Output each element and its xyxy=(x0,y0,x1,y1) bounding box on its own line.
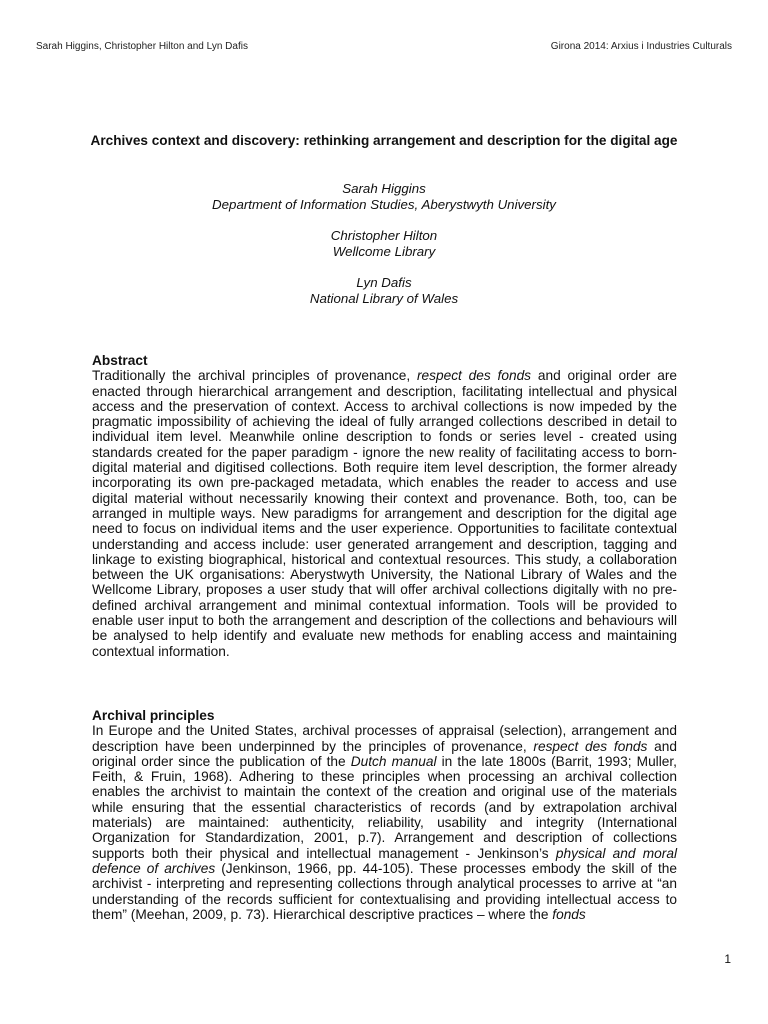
archival-principles-heading: Archival principles xyxy=(92,708,215,723)
archival-principles-body xyxy=(92,723,677,922)
page-number: 1 xyxy=(724,952,731,966)
author-affiliation: Wellcome Library xyxy=(332,244,436,259)
author-entry xyxy=(90,181,678,213)
author-affiliation: Department of Information Studies, Aberystwyth University xyxy=(212,197,556,212)
author-affiliation: National Library of Wales xyxy=(309,291,459,306)
running-header-authors: Sarah Higgins, Christopher Hilton and Lyn Dafis xyxy=(36,41,248,52)
author-name: Christopher Hilton xyxy=(330,228,438,243)
paper-title: Archives context and discovery: rethinking arrangement and description for the digital age xyxy=(90,133,678,148)
author-name: Lyn Dafis xyxy=(356,275,412,290)
abstract-text: Traditionally the archival principles of provenance, xyxy=(92,368,417,384)
abstract-text: and original order are enacted through hierarchical arrangement and description, facilitating intellectual and physical access and the preservation of context. Access to archival collections is now impeded by the pragmatic impossibility of achieving the ideal of fully arranged collections described in detail to individual item level. Meanwhile online description to fonds or series level - created using standards created for the paper paradigm - ignore the new reality of facilitating access to born-digital material and digitised collections. Both require item level description, the former already incorporating its own pre-packaged metadata, which enables the reader to access and use digital material without necessarily knowing their context and provenance. Both, too, can be arranged in multiple ways. New paradigms for arrangement and description for the digital age need to focus on individual items and the user experience. Opportunities to facilitate contextual understanding and access include: user generated arrangement and description, tagging and linkage to existing biographical, historical and contextual resources. This study, a collaboration between the UK organisations: Aberystwyth University, the National Library of Wales and the Wellcome Library, proposes a user study that will offer archival collections digitally with no pre-defined archival arrangement and minimal contextual information. Tools will be provided to enable user input to both the arrangement and description of the collections and behaviours will be analysed to help identify and evaluate new methods for enabling access and maintaining contextual information. xyxy=(92,368,678,659)
body-text: in the late 1800s (Barrit, 1993; Muller, Feith, & Fruin, 1968). Adhering to these principles when processing an archival collection enables the archivist to maintain the context of the creation and original use of the materials while ensuring that the essential characteristics of records (and by extrapolation archival materials) are maintained: authenticity, reliability, usability and integrity (International Organization for Standardization, 2001, p.7). Arrangement and description of collections supports both their physical and intellectual management - Jenkinson’s xyxy=(92,753,677,861)
body-emphasis: Dutch manual xyxy=(350,753,437,769)
body-text: and original order since the publication of the xyxy=(92,738,677,769)
abstract-emphasis: respect des fonds xyxy=(416,368,532,384)
body-text: (Jenkinson, 1966, pp. 44-105). These processes embody the skill of the archivist - interpreting and representing collections through analytical processes to arrive at “an understanding of the records sufficient for contextualising and providing intellectual access to them” (Meehan, 2009, p. 73). Hierarchical descriptive practices – where the xyxy=(92,860,677,922)
author-entry xyxy=(90,275,678,307)
author-entry xyxy=(90,228,678,260)
author-name: Sarah Higgins xyxy=(342,181,426,196)
running-header xyxy=(36,41,732,52)
archival-principles-section xyxy=(92,708,677,922)
abstract-section xyxy=(92,353,677,659)
running-header-conference: Girona 2014: Arxius i Industries Culturals xyxy=(550,41,732,52)
abstract-heading: Abstract xyxy=(92,353,148,368)
body-emphasis: respect des fonds xyxy=(533,738,648,754)
body-emphasis: fonds xyxy=(552,906,586,922)
abstract-body xyxy=(92,368,677,659)
body-text: In Europe and the United States, archival processes of appraisal (selection), arrangement and description have been underpinned by the principles of provenance, xyxy=(92,723,677,754)
body-emphasis: physical and moral defence of archives xyxy=(92,845,677,876)
author-block xyxy=(90,181,678,322)
